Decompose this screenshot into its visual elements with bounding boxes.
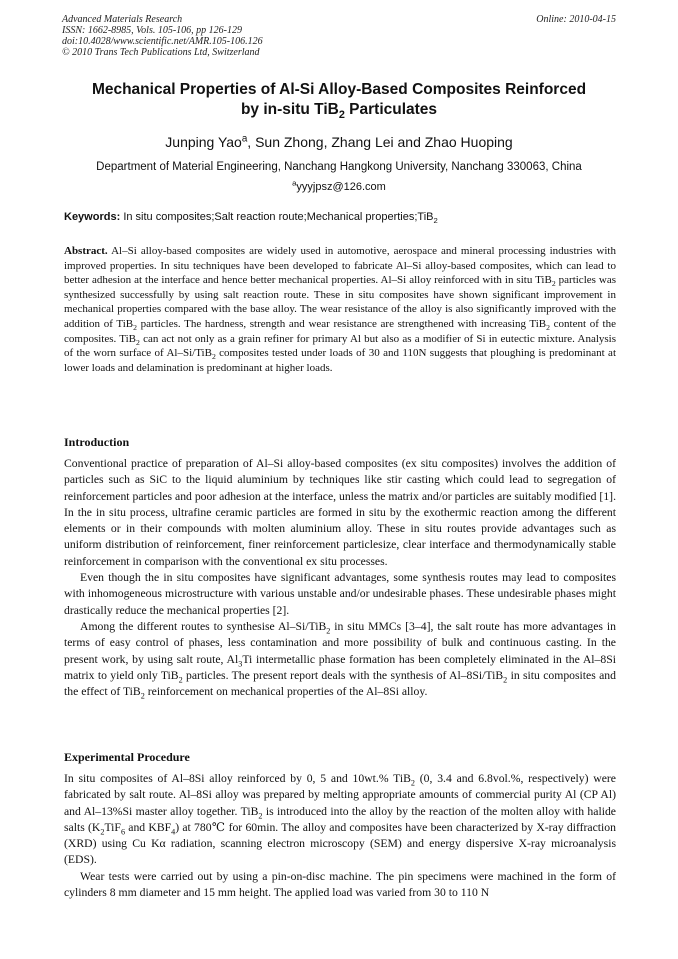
author-list: Junping Yao$^a$, Sun Zhong, Zhang Lei and Zhao Huoping (165, 133, 513, 150)
experimental-heading: Experimental Procedure (64, 750, 190, 764)
affiliation: Department of Material Engineering, Nanchang Hangkong University, Nanchang 330063, China (96, 161, 582, 173)
intro-paragraph-1: Conventional practice of preparation of Al–Si alloy-based composites (ex situ composites) involves the addition of particles such as SiC to the liquid aluminium by techniques like stir casting which could lead to segregation of reinforcement particles and poor adhesion at the interface, unless the matrix and/or particles are suitably modified [1]. In the in situ process, ultrafine ceramic particles are formed in situ by the exothermic reaction among the different elements or in their compounds with molten aluminium alloy. These in situ routes provide advantages such as uniform distribution of reinforcement, finer reinforcement particlesize, clear interface and thermodynamically stable reinforcement in comparison with the conventional ex situ processes. (64, 457, 616, 568)
copyright-line: © 2010 Trans Tech Publications Ltd, Switzerland (62, 47, 260, 58)
intro-paragraph-2: Even though the in situ composites have significant advantages, some synthesis routes may lead to composites with inhomogeneous microstructure with various unstable and/or undesirable phases. These undesirable phases might drastically reduce the mechanical properties [2]. (64, 571, 616, 617)
journal-name: Advanced Materials Research (62, 14, 183, 25)
doi-line: doi:10.4028/www.scientific.net/AMR.105-106.126 (62, 36, 263, 47)
title-line-2: by in-situ TiB$_2$ Particulates (240, 101, 438, 122)
introduction-heading: Introduction (64, 435, 130, 449)
keywords-label: Keywords: (64, 211, 121, 223)
experimental-paragraph-2: Wear tests were carried out by using a pin-on-disc machine. The pin specimens were machined in the form of cylinders 8 mm diameter and 15 mm height. The applied load was varied from 30 to 110 N (64, 869, 616, 900)
abstract: Abstract. Al–Si alloy-based composites are widely used in automotive, aerospace and mineral processing industries with improved properties. In situ techniques have been developed to fabricate Al–Si alloy-based composites, which can lead to better adhesion at the interface and hence better mechanical properties. Al–Si alloy reinforced with in situ TiB$_2$ particles was synthesized successfully by using salt reaction route. These in situ composites have shown significant improvement in mechanical properties compared with the base alloy. The wear resistance of the alloy is also significantly improved with the addition of TiB$_2$ particles. The hardness, strength and wear resistance are strengthened with increasing TiB$_2$ content of the composites. TiB$_2$ can act not only as a grain refiner for primary Al but also as a modifier of Si in eutectic mixture. Analysis of the worn surface of Al–Si/TiB$_2$ composites tested under loads of 30 and 110N suggests that ploughing is predominant at lower loads and delamination is predominant at higher loads. (64, 245, 616, 374)
experimental-paragraph-1: In situ composites of Al–8Si alloy reinforced by 0, 5 and 10wt.% TiB$_2$ (0, 3.4 and 6.8vol.%, respectively) were fabricated by salt route. Al–8Si alloy was prepared by melting appropriate amounts of commercial purity Al (CP Al) and Al–13%Si master alloy together. TiB$_2$ is introduced into the alloy by the reaction of the molten alloy with halide salts ($K_2TiF_6$ and $KBF_4$) at 780℃ for 60min. The alloy and composites have been characterized by X-ray diffraction (XRD) using Cu Kα radiation, scanning electron microscopy (SEM) and energy dispersive X-ray microanalysis (EDS). (64, 772, 616, 867)
author-email: $^a$yyyjpsz@126.com (292, 178, 386, 193)
abstract-label: Abstract. (64, 245, 108, 257)
keywords: Keywords: In situ composites;Salt reaction route;Mechanical properties;TiB$_2$ (64, 211, 438, 226)
introduction-section (64, 456, 616, 700)
online-date: Online: 2010-04-15 (536, 14, 616, 25)
paper-title (54, 80, 624, 120)
experimental-section (64, 771, 616, 901)
intro-paragraph-3: Among the different routes to synthesise Al–Si/TiB$_2$ in situ MMCs [3–4], the salt route has more advantages in terms of easy control of phases, less contamination and more possibility of bulk and continuous casting. In the present work, by using salt route, $Al_3Ti$ intermetallic phase formation has been completely eliminated in the Al–8Si matrix to yield only TiB$_2$ particles. The present report deals with the synthesis of Al–8Si/TiB$_2$ in situ composites and the effect of TiB$_2$ reinforcement on mechanical properties of the Al–8Si alloy. (64, 619, 616, 701)
journal-header (62, 14, 616, 58)
issn-line: ISSN: 1662-8985, Vols. 105-106, pp 126-129 (62, 25, 242, 36)
title-line-1: Mechanical Properties of Al-Si Alloy-Based Composites Reinforced (91, 81, 587, 98)
